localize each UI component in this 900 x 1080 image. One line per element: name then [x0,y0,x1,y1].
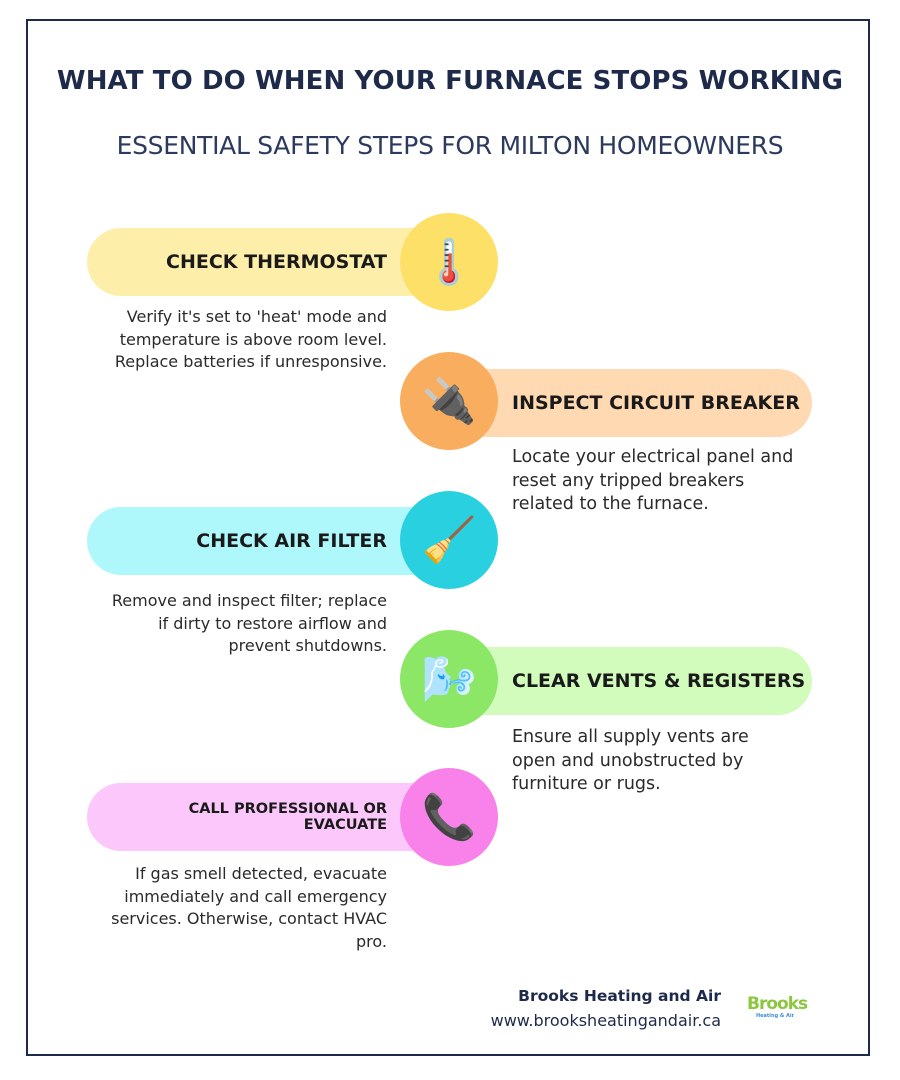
step-description: Remove and inspect filter; replace if dirty to restore airflow and prevent shutdowns. [111,591,387,655]
step-description: Ensure all supply vents are open and unobstructed by furniture or rugs. [512,727,749,794]
thermometer-icon: 🌡️ [400,213,498,311]
step-title: CHECK THERMOSTAT [166,251,387,273]
step-title: CHECK AIR FILTER [196,530,387,552]
page-subtitle: ESSENTIAL SAFETY STEPS FOR MILTON HOMEOWNERS [116,131,784,160]
step-title: INSPECT CIRCUIT BREAKER [512,392,800,414]
company-name: Brooks Heating and Air [518,987,721,1005]
company-logo: Brooks Heating & Air [747,994,808,1019]
step-description: If gas smell detected, evacuate immediately and call emergency services. Otherwise, contact HVAC pro. [111,864,387,951]
step-description: Locate your electrical panel and reset any tripped breakers related to the furnace. [512,447,794,514]
step-title: CLEAR VENTS & REGISTERS [512,670,806,692]
page-title: WHAT TO DO WHEN YOUR FURNACE STOPS WORKING [56,66,844,96]
step-description: Verify it's set to 'heat' mode and temperature is above room level. Replace batteries if unresponsive. [114,307,387,371]
company-url[interactable]: www.brooksheatingandair.ca [490,1011,721,1030]
step-title: CALL PROFESSIONAL OR EVACUATE [188,801,387,833]
electric-plug-icon: 🔌 [400,352,498,450]
wind-face-icon: 🌬️ [400,630,498,728]
telephone-receiver-icon: 📞 [400,768,498,866]
broom-icon: 🧹 [400,491,498,589]
